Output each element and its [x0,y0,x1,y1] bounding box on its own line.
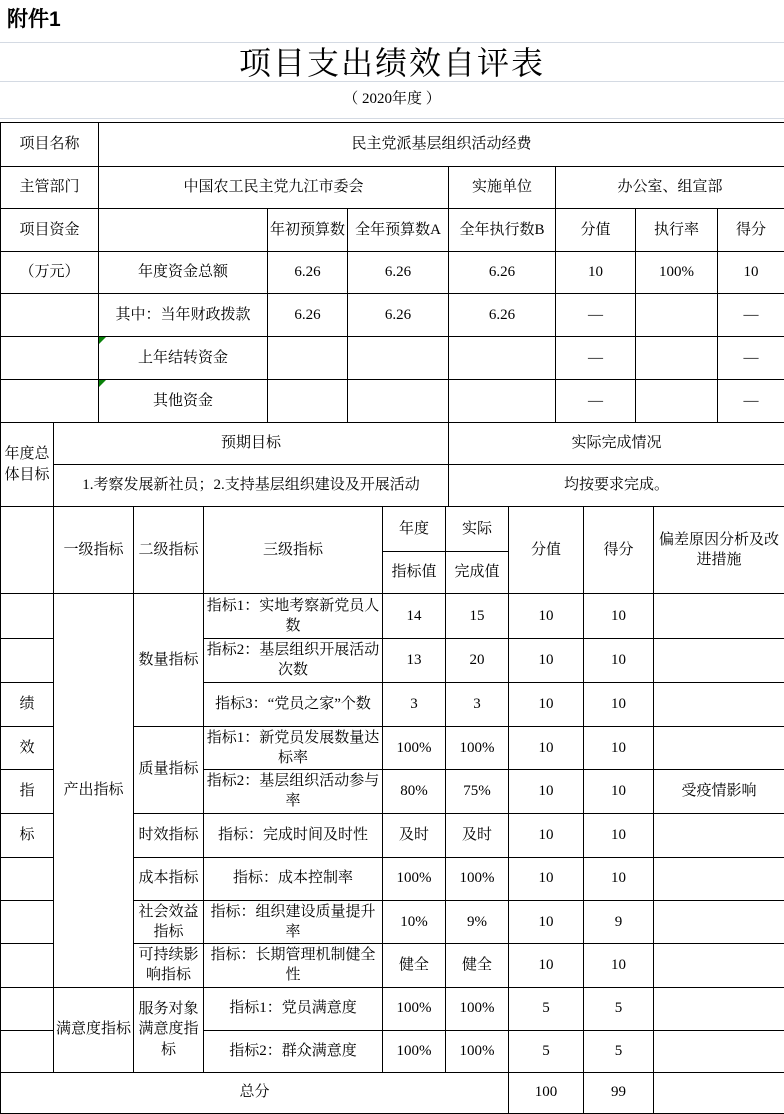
level3-indicator: 指标：长期管理机制健全性 [204,944,383,988]
score: 10 [584,639,654,683]
impl-unit-value: 办公室、组宣部 [556,167,784,209]
empty-cell [99,209,268,252]
level3-indicator: 指标2：基层组织开展活动次数 [204,639,383,683]
table-row [1,594,784,639]
funding-cell: 100% [636,252,718,294]
funding-cell: — [556,380,636,423]
funding-cell [449,380,556,423]
page-subtitle: （ 2020年度 ） [0,82,784,119]
deviation-cell: 受疫情影响 [654,770,784,814]
score-value: 5 [509,987,584,1030]
total-score-label: 总分 [1,1072,509,1113]
funding-cell: — [718,337,784,380]
table-row [1,380,784,423]
level2-service-satisfaction-indicators: 服务对象满意度指标 [134,987,204,1072]
annual-goal-label: 年度总体目标 [1,423,54,507]
score-value: 10 [509,944,584,988]
col-header-score-value: 分值 [556,209,636,252]
level2-quantity-indicators: 数量指标 [134,594,204,727]
annual-goal-table [0,422,784,507]
table-row [1,507,784,552]
funding-row-name: 年度资金总额 [99,252,268,294]
actual-value: 3 [446,682,509,726]
level3-indicator: 指标1：党员满意度 [204,987,383,1030]
col-header-initial-budget: 年初预算数 [268,209,348,252]
total-score: 99 [584,1072,654,1113]
actual-value: 20 [446,639,509,683]
col-header-level3: 三级指标 [204,507,383,594]
side-label-char: 标 [1,813,54,857]
performance-indicators-table [0,506,784,1114]
target-value: 13 [383,639,446,683]
col-header-actual-bottom: 完成值 [446,552,509,594]
score: 10 [584,682,654,726]
side-label-char: 效 [1,726,54,770]
col-header-deviation: 偏差原因分析及改进措施 [654,507,784,594]
excel-error-indicator-icon [99,337,106,344]
score-value: 10 [509,639,584,683]
score-value: 10 [509,682,584,726]
deviation-cell [654,639,784,683]
table-row [1,123,784,167]
side-label-cell [1,639,54,683]
table-row [1,337,784,380]
level2-timeliness-indicator: 时效指标 [134,813,204,857]
funding-cell: — [718,380,784,423]
actual-value: 100% [446,726,509,770]
funding-cell: — [556,337,636,380]
score: 10 [584,813,654,857]
side-label-cell [1,594,54,639]
deviation-cell [654,900,784,944]
target-value: 100% [383,726,446,770]
funding-cell: — [556,294,636,337]
funding-cell: 6.26 [348,294,449,337]
expected-goal-value: 1.考察发展新社员；2.支持基层组织建设及开展活动 [54,465,449,507]
level2-social-benefit-indicator: 社会效益指标 [134,900,204,944]
col-header-level2: 二级指标 [134,507,204,594]
table-row [1,167,784,209]
empty-cell [1,337,99,380]
level3-indicator: 指标：组织建设质量提升率 [204,900,383,944]
table-row [1,294,784,337]
impl-unit-label: 实施单位 [449,167,556,209]
excel-error-indicator-icon [99,380,106,387]
side-label-cell [1,1030,54,1072]
target-value: 80% [383,770,446,814]
score-value: 10 [509,770,584,814]
empty-cell [1,294,99,337]
funding-cell: 6.26 [268,294,348,337]
side-label-char: 绩 [1,682,54,726]
col-header-annual-bottom: 指标值 [383,552,446,594]
level3-indicator: 指标2：基层组织活动参与率 [204,770,383,814]
score: 10 [584,770,654,814]
dept-value: 中国农工民主党九江市委会 [99,167,449,209]
level1-satisfaction-indicators: 满意度指标 [54,987,134,1072]
deviation-cell [654,944,784,988]
score: 10 [584,944,654,988]
total-score-value: 100 [509,1072,584,1113]
deviation-cell [654,857,784,900]
level3-indicator: 指标：完成时间及时性 [204,813,383,857]
score: 10 [584,594,654,639]
level3-indicator: 指标3：“党员之家”个数 [204,682,383,726]
level3-indicator: 指标：成本控制率 [204,857,383,900]
table-row [1,252,784,294]
funding-cell: 6.26 [449,252,556,294]
deviation-cell [654,813,784,857]
table-row [1,1072,784,1113]
score-value: 10 [509,594,584,639]
side-label-cell [1,507,54,594]
score-value: 5 [509,1030,584,1072]
deviation-cell [654,1030,784,1072]
level3-indicator: 指标1：新党员发展数量达标率 [204,726,383,770]
actual-value: 及时 [446,813,509,857]
project-name-value: 民主党派基层组织活动经费 [99,123,784,167]
funding-cell [348,380,449,423]
total-deviation-cell [654,1072,784,1113]
target-value: 14 [383,594,446,639]
score: 5 [584,987,654,1030]
actual-value: 100% [446,1030,509,1072]
col-header-exec-rate: 执行率 [636,209,718,252]
funding-label: 项目资金 [1,209,99,252]
col-header-score: 得分 [584,507,654,594]
level3-indicator: 指标1：实地考察新党员人数 [204,594,383,639]
funding-cell: — [718,294,784,337]
actual-value: 健全 [446,944,509,988]
page-title: 项目支出绩效自评表 [0,43,784,82]
target-value: 及时 [383,813,446,857]
attachment-label: 附件1 [0,0,784,43]
deviation-cell [654,987,784,1030]
side-label-cell [1,987,54,1030]
funding-cell [449,337,556,380]
target-value: 健全 [383,944,446,988]
col-header-executed: 全年执行数B [449,209,556,252]
expected-goal-header: 预期目标 [54,423,449,465]
target-value: 10% [383,900,446,944]
score: 9 [584,900,654,944]
table-row [1,209,784,252]
col-header-annual-budget: 全年预算数A [348,209,449,252]
table-row [1,465,784,507]
score: 10 [584,857,654,900]
project-info-table [0,122,784,423]
table-row [1,987,784,1030]
score: 10 [584,726,654,770]
funding-cell [268,337,348,380]
funding-row-name-text: 其他资金 [152,392,213,409]
project-name-label: 项目名称 [1,123,99,167]
target-value: 100% [383,987,446,1030]
funding-cell [636,380,718,423]
empty-cell [1,380,99,423]
funding-row-name [99,337,268,380]
level2-quality-indicators: 质量指标 [134,726,204,813]
side-label-cell [1,944,54,988]
col-header-score-value: 分值 [509,507,584,594]
funding-row-name [99,380,268,423]
deviation-cell [654,682,784,726]
funding-cell [268,380,348,423]
table-row [1,423,784,465]
actual-value: 75% [446,770,509,814]
level2-sustainability-indicator: 可持续影响指标 [134,944,204,988]
level3-indicator: 指标2：群众满意度 [204,1030,383,1072]
deviation-cell [654,726,784,770]
deviation-cell [654,594,784,639]
actual-value: 100% [446,857,509,900]
score-value: 10 [509,726,584,770]
funding-cell: 6.26 [348,252,449,294]
actual-completion-value: 均按要求完成。 [449,465,784,507]
funding-row-name-text: 上年结转资金 [137,349,228,366]
actual-value: 15 [446,594,509,639]
score-value: 10 [509,813,584,857]
funding-cell [348,337,449,380]
score: 5 [584,1030,654,1072]
side-label-cell [1,900,54,944]
side-label-cell [1,857,54,900]
actual-value: 100% [446,987,509,1030]
level2-cost-indicator: 成本指标 [134,857,204,900]
funding-cell: 6.26 [449,294,556,337]
funding-cell: 10 [556,252,636,294]
col-header-annual-top: 年度 [383,507,446,552]
score-value: 10 [509,900,584,944]
funding-cell [636,294,718,337]
funding-row-name: 其中：当年财政拨款 [99,294,268,337]
funding-cell: 10 [718,252,784,294]
col-header-score: 得分 [718,209,784,252]
funding-cell: 6.26 [268,252,348,294]
side-label-char: 指 [1,770,54,814]
target-value: 100% [383,1030,446,1072]
funding-cell [636,337,718,380]
dept-label: 主管部门 [1,167,99,209]
actual-completion-header: 实际完成情况 [449,423,784,465]
funding-unit-label: （万元） [1,252,99,294]
target-value: 3 [383,682,446,726]
level1-output-indicators: 产出指标 [54,594,134,988]
col-header-actual-top: 实际 [446,507,509,552]
target-value: 100% [383,857,446,900]
actual-value: 9% [446,900,509,944]
score-value: 10 [509,857,584,900]
col-header-level1: 一级指标 [54,507,134,594]
